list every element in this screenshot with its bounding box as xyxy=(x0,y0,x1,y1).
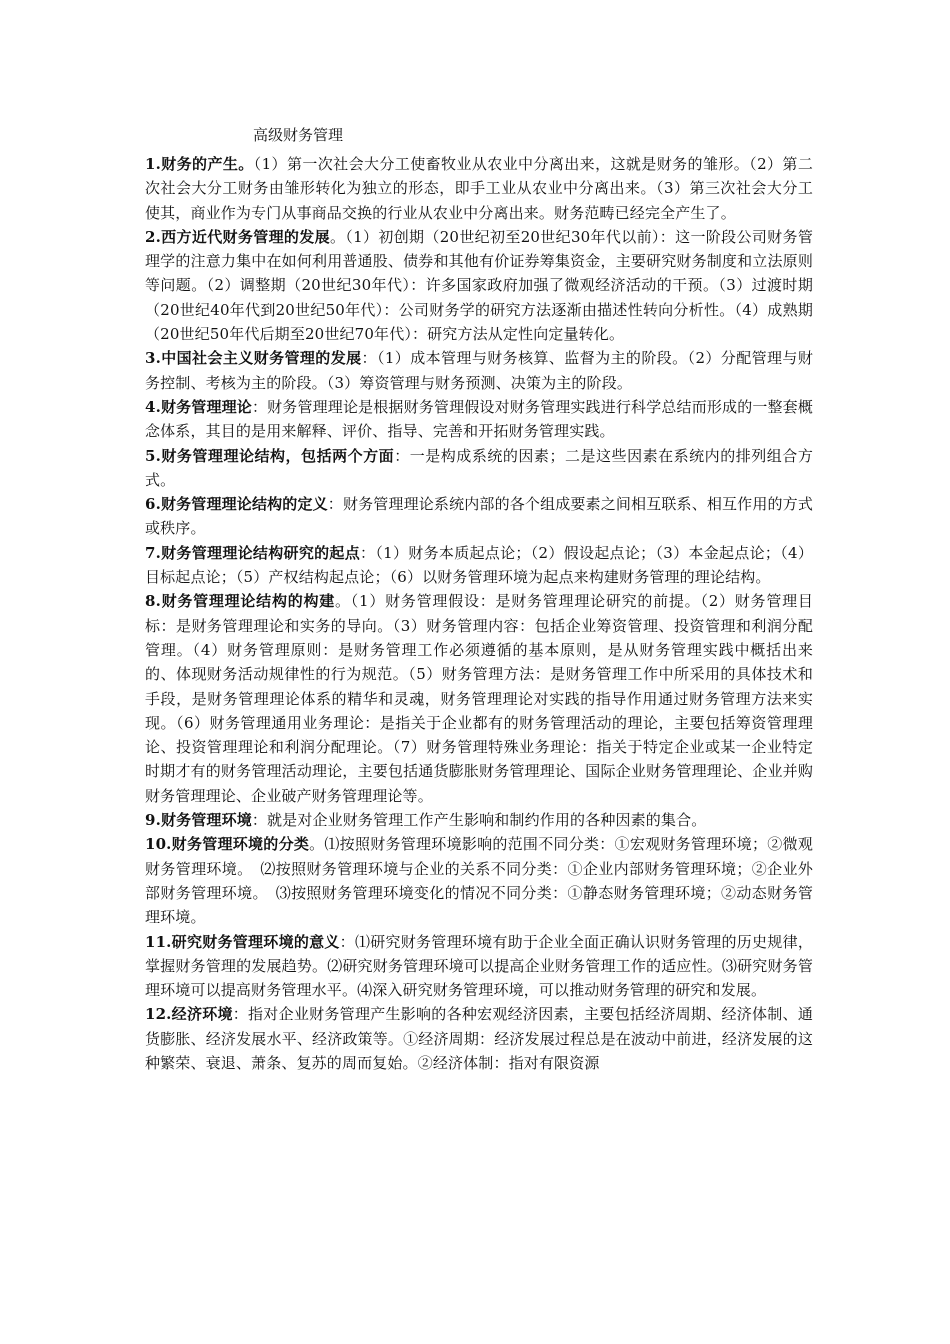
paragraph-heading: 财务管理理论结构，包括两个方面 xyxy=(160,446,395,465)
paragraph-heading: 财务管理理论结构的构建 xyxy=(160,592,336,611)
paragraph-number: 9. xyxy=(145,811,161,830)
paragraph-heading: 财务管理环境的分类 xyxy=(171,835,310,854)
paragraph-5 xyxy=(145,444,813,493)
paragraph-body: ：（1）成本管理与财务核算、监督为主的阶段。（2）分配管理与财务控制、考核为主的阶段。（3）筹资管理与财务预测、决策为主的阶段。 xyxy=(145,349,813,392)
paragraph-1 xyxy=(145,152,813,225)
paragraph-heading: 经济环境 xyxy=(171,1005,233,1024)
paragraph-number: 1. xyxy=(145,155,161,173)
paragraph-number: 3. xyxy=(145,349,161,368)
paragraph-number: 11. xyxy=(145,932,172,951)
paragraph-number: 6. xyxy=(145,495,161,514)
paragraph-body: ：财务管理理论系统内部的各个组成要素之间相互联系、相互作用的方式或秩序。 xyxy=(145,495,813,538)
paragraph-11 xyxy=(145,930,813,1003)
paragraph-number: 12. xyxy=(145,1005,172,1024)
paragraph-body: （1）第一次社会大分工使畜牧业从农业中分离出来，这就是财务的雏形。（2）第二次社会大分工财务由雏形转化为独立的形态，即手工业从农业中分离出来。（3）第三次社会大分工使其，商业作为专门从事商品交换的行业从农业中分离出来。财务范畴已经完全产生了。 xyxy=(145,155,813,222)
paragraph-2 xyxy=(145,225,813,346)
paragraph-number: 10. xyxy=(145,835,172,854)
paragraph-body: 。（1）初创期（20世纪初至20世纪30年代以前）：这一阶段公司财务管理学的注意力集中在如何利用普通股、债券和其他有价证券筹集资金，主要研究财务制度和立法原则等问题。（2）调整期（20世纪30年代）：许多国家政府加强了微观经济活动的干预。（3）过渡时期（20世纪40年代到20世纪50年代）：公司财务学的研究方法逐渐由描述性转向分析性。（4）成熟期（20世纪50年代后期至20世纪70年代）：研究方法从定性向定量转化。 xyxy=(145,227,814,344)
paragraph-body: 。⑴按照财务管理环境影响的范围不同分类：①宏观财务管理环境；②微观财务管理环境。 ⑵按照财务管理环境与企业的关系不同分类：①企业内部财务管理环境；②企业外部财务管理环境。 ⑶按照财务管理环境变化的情况不同分类：①静态财务管理环境；②动态财务管理环境。 xyxy=(145,835,813,927)
paragraph-number: 7. xyxy=(145,543,161,562)
paragraph-8 xyxy=(145,589,813,808)
paragraph-heading: 财务管理理论结构的定义 xyxy=(160,495,328,514)
paragraph-heading: 财务管理理论 xyxy=(160,397,252,416)
paragraph-number: 4. xyxy=(145,397,161,416)
paragraph-number: 2. xyxy=(145,227,161,246)
paragraph-3 xyxy=(145,346,813,395)
paragraph-body: ：就是对企业财务管理工作产生影响和制约作用的各种因素的集合。 xyxy=(251,811,707,830)
paragraph-9 xyxy=(145,808,813,832)
paragraph-body: ：财务管理理论是根据财务管理假设对财务管理实践进行科学总结而形成的一整套概念体系，其目的是用来解释、评价、指导、完善和开拓财务管理实践。 xyxy=(145,397,813,441)
paragraph-heading: 财务的产生。 xyxy=(160,155,254,173)
paragraph-heading: 财务管理环境 xyxy=(160,811,252,830)
document-title: 高级财务管理 xyxy=(253,126,344,144)
paragraph-10 xyxy=(145,832,813,929)
paragraph-6 xyxy=(145,492,813,541)
paragraph-heading: 财务管理理论结构研究的起点 xyxy=(160,543,361,562)
paragraph-heading: 西方近代财务管理的发展 xyxy=(160,227,330,246)
paragraph-body: ：指对企业财务管理产生影响的各种宏观经济因素，主要包括经济周期、经济体制、通货膨胀、经济发展水平、经济政策等。①经济周期：经济发展过程总是在波动中前进，经济发展的这种繁荣、衰退、萧条、复苏的周而复始。②经济体制：指对有限资源 xyxy=(145,1005,813,1072)
paragraph-number: 5. xyxy=(145,446,161,465)
paragraph-number: 8. xyxy=(145,592,161,611)
paragraph-body: ：一是构成系统的因素；二是这些因素在系统内的排列组合方式。 xyxy=(145,446,813,489)
paragraph-7 xyxy=(145,541,813,590)
paragraph-body: ：⑴研究财务管理环境有助于企业全面正确认识财务管理的历史规律，掌握财务管理的发展趋势。⑵研究财务管理环境可以提高企业财务管理工作的适应性。⑶研究财务管理环境可以提高财务管理水平。⑷深入研究财务管理环境，可以推动财务管理的研究和发展。 xyxy=(145,932,813,1000)
paragraph-body: 。（1）财务管理假设：是财务管理理论研究的前提。（2）财务管理目标：是财务管理理论和实务的导向。（3）财务管理内容：包括企业筹资管理、投资管理和利润分配管理。（4）财务管理原则：是财务管理工作必须遵循的基本原则，是从财务管理实践中概括出来的、体现财务活动规律性的行为规范。（5）财务管理方法：是财务管理工作中所采用的具体技术和手段，是财务管理理论体系的精华和灵魂，财务管理理论对实践的指导作用通过财务管理方法来实现。（6）财务管理通用业务理论：是指关于企业都有的财务管理活动的理论，主要包括筹资管理理论、投资管理理论和利润分配理论。（7）财务管理特殊业务理论：指关于特定企业或某一企业特定时期才有的财务管理活动理论，主要包括通货膨胀财务管理理论、国际企业财务管理理论、企业并购财务管理理论、企业破产财务管理理论等。 xyxy=(145,592,813,805)
paragraph-12 xyxy=(145,1002,813,1075)
paragraph-4 xyxy=(145,395,813,444)
paragraph-heading: 研究财务管理环境的意义 xyxy=(171,932,340,951)
document-body xyxy=(145,122,813,1075)
paragraph-heading: 中国社会主义财务管理的发展 xyxy=(160,349,362,368)
paragraph-body: ：（1）财务本质起点论；（2）假设起点论；（3）本金起点论；（4）目标起点论；（5）产权结构起点论；（6）以财务管理环境为起点来构建财务管理的理论结构。 xyxy=(145,543,813,587)
